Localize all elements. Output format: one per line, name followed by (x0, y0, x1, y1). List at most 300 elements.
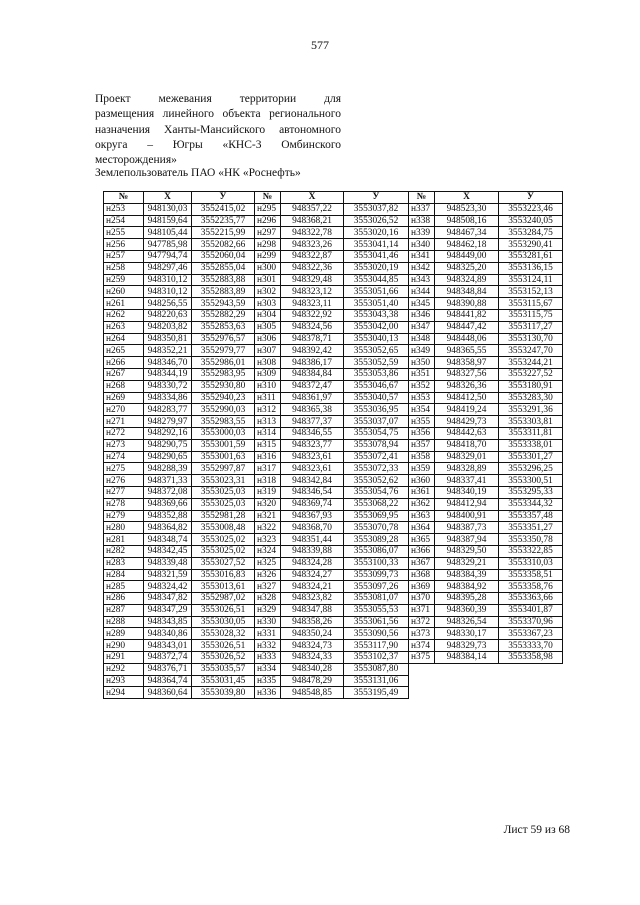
x-coordinate-cell: 948342,45 (144, 545, 192, 557)
y-coordinate-cell: 3553000,03 (192, 427, 255, 439)
y-coordinate-cell: 3552235,77 (192, 215, 255, 227)
x-coordinate-cell: 948448,06 (435, 333, 499, 345)
table-row (104, 345, 563, 357)
y-coordinate-cell: 3553041,14 (344, 239, 409, 251)
header-number-1: № (104, 192, 144, 204)
point-number-cell: н337 (409, 203, 435, 215)
table-row (104, 298, 563, 310)
x-coordinate-cell: 948322,36 (281, 262, 344, 274)
y-coordinate-cell: 3553052,59 (344, 357, 409, 369)
y-coordinate-cell: 3553358,51 (499, 569, 563, 581)
x-coordinate-cell: 948384,39 (435, 569, 499, 581)
x-coordinate-cell: 948442,63 (435, 427, 499, 439)
y-coordinate-cell: 3553054,76 (344, 486, 409, 498)
x-coordinate-cell: 948323,61 (281, 463, 344, 475)
point-number-cell: н336 (255, 687, 281, 699)
y-coordinate-cell: 3553358,98 (499, 652, 563, 664)
x-coordinate-cell: 948376,71 (144, 663, 192, 675)
y-coordinate-cell: 3553130,70 (499, 333, 563, 345)
point-number-cell: н344 (409, 286, 435, 298)
table-row (104, 380, 563, 392)
x-coordinate-cell: 948369,74 (281, 498, 344, 510)
y-coordinate-cell: 3552997,87 (192, 463, 255, 475)
x-coordinate-cell: 948340,28 (281, 663, 344, 675)
x-coordinate-cell: 948340,86 (144, 628, 192, 640)
point-number-cell: н280 (104, 522, 144, 534)
table-row (104, 451, 563, 463)
point-number-cell: н268 (104, 380, 144, 392)
point-number-cell: н299 (255, 250, 281, 262)
empty-cell (409, 675, 435, 687)
x-coordinate-cell: 948343,01 (144, 640, 192, 652)
x-coordinate-cell: 948412,94 (435, 498, 499, 510)
point-number-cell: н279 (104, 510, 144, 522)
x-coordinate-cell: 948467,34 (435, 227, 499, 239)
x-coordinate-cell: 948342,84 (281, 475, 344, 487)
table-row (104, 274, 563, 286)
point-number-cell: н353 (409, 392, 435, 404)
point-number-cell: н354 (409, 404, 435, 416)
point-number-cell: н298 (255, 239, 281, 251)
point-number-cell: н276 (104, 475, 144, 487)
y-coordinate-cell: 3553081,07 (344, 593, 409, 605)
x-coordinate-cell: 948347,82 (144, 593, 192, 605)
y-coordinate-cell: 3553044,85 (344, 274, 409, 286)
y-coordinate-cell: 3553078,94 (344, 439, 409, 451)
table-row (104, 557, 563, 569)
point-number-cell: н334 (255, 663, 281, 675)
point-number-cell: н316 (255, 451, 281, 463)
y-coordinate-cell: 3553244,21 (499, 357, 563, 369)
y-coordinate-cell: 3553152,13 (499, 286, 563, 298)
x-coordinate-cell: 948347,29 (144, 604, 192, 616)
x-coordinate-cell: 947785,98 (144, 239, 192, 251)
y-coordinate-cell: 3553030,05 (192, 616, 255, 628)
point-number-cell: н257 (104, 250, 144, 262)
point-number-cell: н314 (255, 427, 281, 439)
x-coordinate-cell: 948386,17 (281, 357, 344, 369)
y-coordinate-cell: 3552930,80 (192, 380, 255, 392)
x-coordinate-cell: 948324,21 (281, 581, 344, 593)
x-coordinate-cell: 948447,42 (435, 321, 499, 333)
point-number-cell: н340 (409, 239, 435, 251)
point-number-cell: н333 (255, 652, 281, 664)
y-coordinate-cell: 3553322,85 (499, 545, 563, 557)
x-coordinate-cell: 948449,00 (435, 250, 499, 262)
y-coordinate-cell: 3553020,16 (344, 227, 409, 239)
point-number-cell: н285 (104, 581, 144, 593)
y-coordinate-cell: 3553124,11 (499, 274, 563, 286)
point-number-cell: н307 (255, 345, 281, 357)
y-coordinate-cell: 3552990,03 (192, 404, 255, 416)
table-row (104, 463, 563, 475)
x-coordinate-cell: 948322,78 (281, 227, 344, 239)
y-coordinate-cell: 3553296,25 (499, 463, 563, 475)
x-coordinate-cell: 948337,41 (435, 475, 499, 487)
x-coordinate-cell: 948334,86 (144, 392, 192, 404)
x-coordinate-cell: 948357,22 (281, 203, 344, 215)
table-row (104, 333, 563, 345)
x-coordinate-cell: 948322,87 (281, 250, 344, 262)
y-coordinate-cell: 3553055,53 (344, 604, 409, 616)
y-coordinate-cell: 3552060,04 (192, 250, 255, 262)
point-number-cell: н351 (409, 368, 435, 380)
y-coordinate-cell: 3553028,32 (192, 628, 255, 640)
point-number-cell: н300 (255, 262, 281, 274)
point-number-cell: н306 (255, 333, 281, 345)
table-row (104, 250, 563, 262)
y-coordinate-cell: 3553026,52 (192, 652, 255, 664)
y-coordinate-cell: 3553031,45 (192, 675, 255, 687)
point-number-cell: н271 (104, 416, 144, 428)
x-coordinate-cell: 948419,24 (435, 404, 499, 416)
point-number-cell: н328 (255, 593, 281, 605)
x-coordinate-cell: 948324,56 (281, 321, 344, 333)
table-row (104, 687, 563, 699)
x-coordinate-cell: 948412,50 (435, 392, 499, 404)
point-number-cell: н291 (104, 652, 144, 664)
table-row (104, 652, 563, 664)
x-coordinate-cell: 948327,56 (435, 368, 499, 380)
y-coordinate-cell: 3553097,26 (344, 581, 409, 593)
x-coordinate-cell: 948384,14 (435, 652, 499, 664)
x-coordinate-cell: 948365,38 (281, 404, 344, 416)
y-coordinate-cell: 3553051,40 (344, 298, 409, 310)
x-coordinate-cell: 948462,18 (435, 239, 499, 251)
y-coordinate-cell: 3553247,70 (499, 345, 563, 357)
y-coordinate-cell: 3553300,51 (499, 475, 563, 487)
table-row (104, 475, 563, 487)
y-coordinate-cell: 3553053,86 (344, 368, 409, 380)
x-coordinate-cell: 948352,88 (144, 510, 192, 522)
y-coordinate-cell: 3553069,95 (344, 510, 409, 522)
table-row (104, 569, 563, 581)
land-user-line: Землепользователь ПАО «НК «Роснефть» (95, 167, 301, 179)
x-coordinate-cell: 948372,47 (281, 380, 344, 392)
y-coordinate-cell: 3552943,59 (192, 298, 255, 310)
y-coordinate-cell: 3553284,75 (499, 227, 563, 239)
y-coordinate-cell: 3553240,05 (499, 215, 563, 227)
y-coordinate-cell: 3553001,63 (192, 451, 255, 463)
y-coordinate-cell: 3553001,59 (192, 439, 255, 451)
x-coordinate-cell: 948321,59 (144, 569, 192, 581)
point-number-cell: н330 (255, 616, 281, 628)
point-number-cell: н319 (255, 486, 281, 498)
x-coordinate-cell: 948329,01 (435, 451, 499, 463)
x-coordinate-cell: 948323,12 (281, 286, 344, 298)
y-coordinate-cell: 3553046,67 (344, 380, 409, 392)
y-coordinate-cell: 3553061,56 (344, 616, 409, 628)
x-coordinate-cell: 948395,28 (435, 593, 499, 605)
point-number-cell: н355 (409, 416, 435, 428)
y-coordinate-cell: 3552981,28 (192, 510, 255, 522)
x-coordinate-cell: 948347,88 (281, 604, 344, 616)
point-number-cell: н264 (104, 333, 144, 345)
coordinates-table (103, 191, 563, 699)
y-coordinate-cell: 3553333,70 (499, 640, 563, 652)
point-number-cell: н331 (255, 628, 281, 640)
table-row (104, 239, 563, 251)
x-coordinate-cell: 948292,16 (144, 427, 192, 439)
y-coordinate-cell: 3553295,33 (499, 486, 563, 498)
heading-line: округа – Югры «КНС-3 Омбинского (95, 138, 341, 151)
table-row (104, 262, 563, 274)
x-coordinate-cell: 948283,77 (144, 404, 192, 416)
point-number-cell: н338 (409, 215, 435, 227)
y-coordinate-cell: 3553367,23 (499, 628, 563, 640)
x-coordinate-cell: 948203,82 (144, 321, 192, 333)
point-number-cell: н302 (255, 286, 281, 298)
point-number-cell: н368 (409, 569, 435, 581)
x-coordinate-cell: 948418,70 (435, 439, 499, 451)
x-coordinate-cell: 948523,30 (435, 203, 499, 215)
x-coordinate-cell: 948368,21 (281, 215, 344, 227)
point-number-cell: н296 (255, 215, 281, 227)
point-number-cell: н322 (255, 522, 281, 534)
point-number-cell: н332 (255, 640, 281, 652)
point-number-cell: н272 (104, 427, 144, 439)
x-coordinate-cell: 948346,54 (281, 486, 344, 498)
heading-line: месторождения» (95, 154, 177, 167)
x-coordinate-cell: 948330,72 (144, 380, 192, 392)
y-coordinate-cell: 3552986,01 (192, 357, 255, 369)
point-number-cell: н315 (255, 439, 281, 451)
y-coordinate-cell: 3552853,63 (192, 321, 255, 333)
x-coordinate-cell: 948344,19 (144, 368, 192, 380)
y-coordinate-cell: 3553351,27 (499, 522, 563, 534)
x-coordinate-cell: 948360,39 (435, 604, 499, 616)
x-coordinate-cell: 948378,71 (281, 333, 344, 345)
y-coordinate-cell: 3552415,02 (192, 203, 255, 215)
table-row (104, 486, 563, 498)
table-row (104, 545, 563, 557)
y-coordinate-cell: 3553338,01 (499, 439, 563, 451)
x-coordinate-cell: 948324,33 (281, 652, 344, 664)
point-number-cell: н293 (104, 675, 144, 687)
x-coordinate-cell: 948328,89 (435, 463, 499, 475)
y-coordinate-cell: 3553023,31 (192, 475, 255, 487)
y-coordinate-cell: 3553013,61 (192, 581, 255, 593)
table-row (104, 581, 563, 593)
point-number-cell: н286 (104, 593, 144, 605)
y-coordinate-cell: 3553087,80 (344, 663, 409, 675)
point-number-cell: н371 (409, 604, 435, 616)
x-coordinate-cell: 948323,11 (281, 298, 344, 310)
y-coordinate-cell: 3552976,57 (192, 333, 255, 345)
y-coordinate-cell: 3552855,04 (192, 262, 255, 274)
table-row (104, 368, 563, 380)
table-header-row (104, 192, 563, 204)
y-coordinate-cell: 3553223,46 (499, 203, 563, 215)
point-number-cell: н254 (104, 215, 144, 227)
y-coordinate-cell: 3553041,46 (344, 250, 409, 262)
y-coordinate-cell: 3552882,29 (192, 309, 255, 321)
y-coordinate-cell: 3553281,61 (499, 250, 563, 262)
point-number-cell: н266 (104, 357, 144, 369)
point-number-cell: н335 (255, 675, 281, 687)
x-coordinate-cell: 948340,19 (435, 486, 499, 498)
table-row (104, 227, 563, 239)
x-coordinate-cell: 948372,74 (144, 652, 192, 664)
sheet-footer: Лист 59 из 68 (503, 824, 570, 836)
point-number-cell: н289 (104, 628, 144, 640)
point-number-cell: н361 (409, 486, 435, 498)
y-coordinate-cell: 3553037,07 (344, 416, 409, 428)
y-coordinate-cell: 3553115,67 (499, 298, 563, 310)
point-number-cell: н350 (409, 357, 435, 369)
point-number-cell: н311 (255, 392, 281, 404)
header-y-2: У (344, 192, 409, 204)
table-row (104, 215, 563, 227)
table-row (104, 427, 563, 439)
x-coordinate-cell: 948358,26 (281, 616, 344, 628)
y-coordinate-cell: 3553025,02 (192, 534, 255, 546)
y-coordinate-cell: 3553301,27 (499, 451, 563, 463)
y-coordinate-cell: 3553026,51 (192, 640, 255, 652)
x-coordinate-cell: 948351,44 (281, 534, 344, 546)
x-coordinate-cell: 948358,97 (435, 357, 499, 369)
table-row (104, 534, 563, 546)
x-coordinate-cell: 948508,16 (435, 215, 499, 227)
y-coordinate-cell: 3553025,03 (192, 498, 255, 510)
x-coordinate-cell: 948346,55 (281, 427, 344, 439)
empty-cell (409, 663, 435, 675)
point-number-cell: н367 (409, 557, 435, 569)
x-coordinate-cell: 948105,44 (144, 227, 192, 239)
y-coordinate-cell: 3553039,80 (192, 687, 255, 699)
page-number: 577 (311, 38, 329, 52)
y-coordinate-cell: 3553026,51 (192, 604, 255, 616)
y-coordinate-cell: 3553358,76 (499, 581, 563, 593)
y-coordinate-cell: 3553131,06 (344, 675, 409, 687)
x-coordinate-cell: 948478,29 (281, 675, 344, 687)
table-row (104, 439, 563, 451)
point-number-cell: н270 (104, 404, 144, 416)
x-coordinate-cell: 948369,66 (144, 498, 192, 510)
y-coordinate-cell: 3553089,28 (344, 534, 409, 546)
point-number-cell: н349 (409, 345, 435, 357)
y-coordinate-cell: 3553025,02 (192, 545, 255, 557)
x-coordinate-cell: 948256,55 (144, 298, 192, 310)
table-row (104, 416, 563, 428)
point-number-cell: н363 (409, 510, 435, 522)
point-number-cell: н364 (409, 522, 435, 534)
x-coordinate-cell: 948348,74 (144, 534, 192, 546)
table-row (104, 309, 563, 321)
y-coordinate-cell: 3553100,33 (344, 557, 409, 569)
point-number-cell: н253 (104, 203, 144, 215)
x-coordinate-cell: 948324,89 (435, 274, 499, 286)
header-x-1: X (144, 192, 192, 204)
y-coordinate-cell: 3553363,66 (499, 593, 563, 605)
x-coordinate-cell: 948288,39 (144, 463, 192, 475)
point-number-cell: н343 (409, 274, 435, 286)
y-coordinate-cell: 3553115,75 (499, 309, 563, 321)
point-number-cell: н369 (409, 581, 435, 593)
x-coordinate-cell: 948390,88 (435, 298, 499, 310)
point-number-cell: н348 (409, 333, 435, 345)
y-coordinate-cell: 3552983,95 (192, 368, 255, 380)
point-number-cell: н294 (104, 687, 144, 699)
x-coordinate-cell: 948220,63 (144, 309, 192, 321)
point-number-cell: н304 (255, 309, 281, 321)
x-coordinate-cell: 948548,85 (281, 687, 344, 699)
x-coordinate-cell: 948365,55 (435, 345, 499, 357)
x-coordinate-cell: 948329,48 (281, 274, 344, 286)
x-coordinate-cell: 948441,82 (435, 309, 499, 321)
point-number-cell: н374 (409, 640, 435, 652)
empty-cell (435, 687, 499, 699)
point-number-cell: н292 (104, 663, 144, 675)
x-coordinate-cell: 948368,70 (281, 522, 344, 534)
y-coordinate-cell: 3553357,48 (499, 510, 563, 522)
point-number-cell: н275 (104, 463, 144, 475)
table-row (104, 404, 563, 416)
y-coordinate-cell: 3552883,89 (192, 286, 255, 298)
x-coordinate-cell: 948323,61 (281, 451, 344, 463)
point-number-cell: н261 (104, 298, 144, 310)
y-coordinate-cell: 3553025,03 (192, 486, 255, 498)
point-number-cell: н366 (409, 545, 435, 557)
x-coordinate-cell: 948322,92 (281, 309, 344, 321)
x-coordinate-cell: 948297,46 (144, 262, 192, 274)
empty-cell (435, 675, 499, 687)
x-coordinate-cell: 948329,73 (435, 640, 499, 652)
y-coordinate-cell: 3553051,66 (344, 286, 409, 298)
x-coordinate-cell: 948310,12 (144, 274, 192, 286)
x-coordinate-cell: 948387,94 (435, 534, 499, 546)
point-number-cell: н341 (409, 250, 435, 262)
y-coordinate-cell: 3553303,81 (499, 416, 563, 428)
point-number-cell: н360 (409, 475, 435, 487)
y-coordinate-cell: 3553086,07 (344, 545, 409, 557)
point-number-cell: н312 (255, 404, 281, 416)
point-number-cell: н358 (409, 451, 435, 463)
point-number-cell: н370 (409, 593, 435, 605)
point-number-cell: н320 (255, 498, 281, 510)
point-number-cell: н263 (104, 321, 144, 333)
y-coordinate-cell: 3553344,32 (499, 498, 563, 510)
y-coordinate-cell: 3553068,22 (344, 498, 409, 510)
y-coordinate-cell: 3553035,57 (192, 663, 255, 675)
x-coordinate-cell: 948387,73 (435, 522, 499, 534)
point-number-cell: н284 (104, 569, 144, 581)
point-number-cell: н339 (409, 227, 435, 239)
y-coordinate-cell: 3553070,78 (344, 522, 409, 534)
point-number-cell: н359 (409, 463, 435, 475)
x-coordinate-cell: 948290,75 (144, 439, 192, 451)
point-number-cell: н269 (104, 392, 144, 404)
table-row (104, 522, 563, 534)
y-coordinate-cell: 3552883,88 (192, 274, 255, 286)
point-number-cell: н262 (104, 309, 144, 321)
point-number-cell: н310 (255, 380, 281, 392)
header-number-3: № (409, 192, 435, 204)
y-coordinate-cell: 3553026,52 (344, 215, 409, 227)
x-coordinate-cell: 948400,91 (435, 510, 499, 522)
y-coordinate-cell: 3553370,96 (499, 616, 563, 628)
x-coordinate-cell: 948130,03 (144, 203, 192, 215)
table-row (104, 286, 563, 298)
y-coordinate-cell: 3553117,27 (499, 321, 563, 333)
point-number-cell: н308 (255, 357, 281, 369)
header-y-1: У (192, 192, 255, 204)
heading-line: размещения линейного объекта регионального (95, 108, 341, 121)
y-coordinate-cell: 3553401,87 (499, 604, 563, 616)
x-coordinate-cell: 948279,97 (144, 416, 192, 428)
y-coordinate-cell: 3553180,91 (499, 380, 563, 392)
table-row (104, 640, 563, 652)
